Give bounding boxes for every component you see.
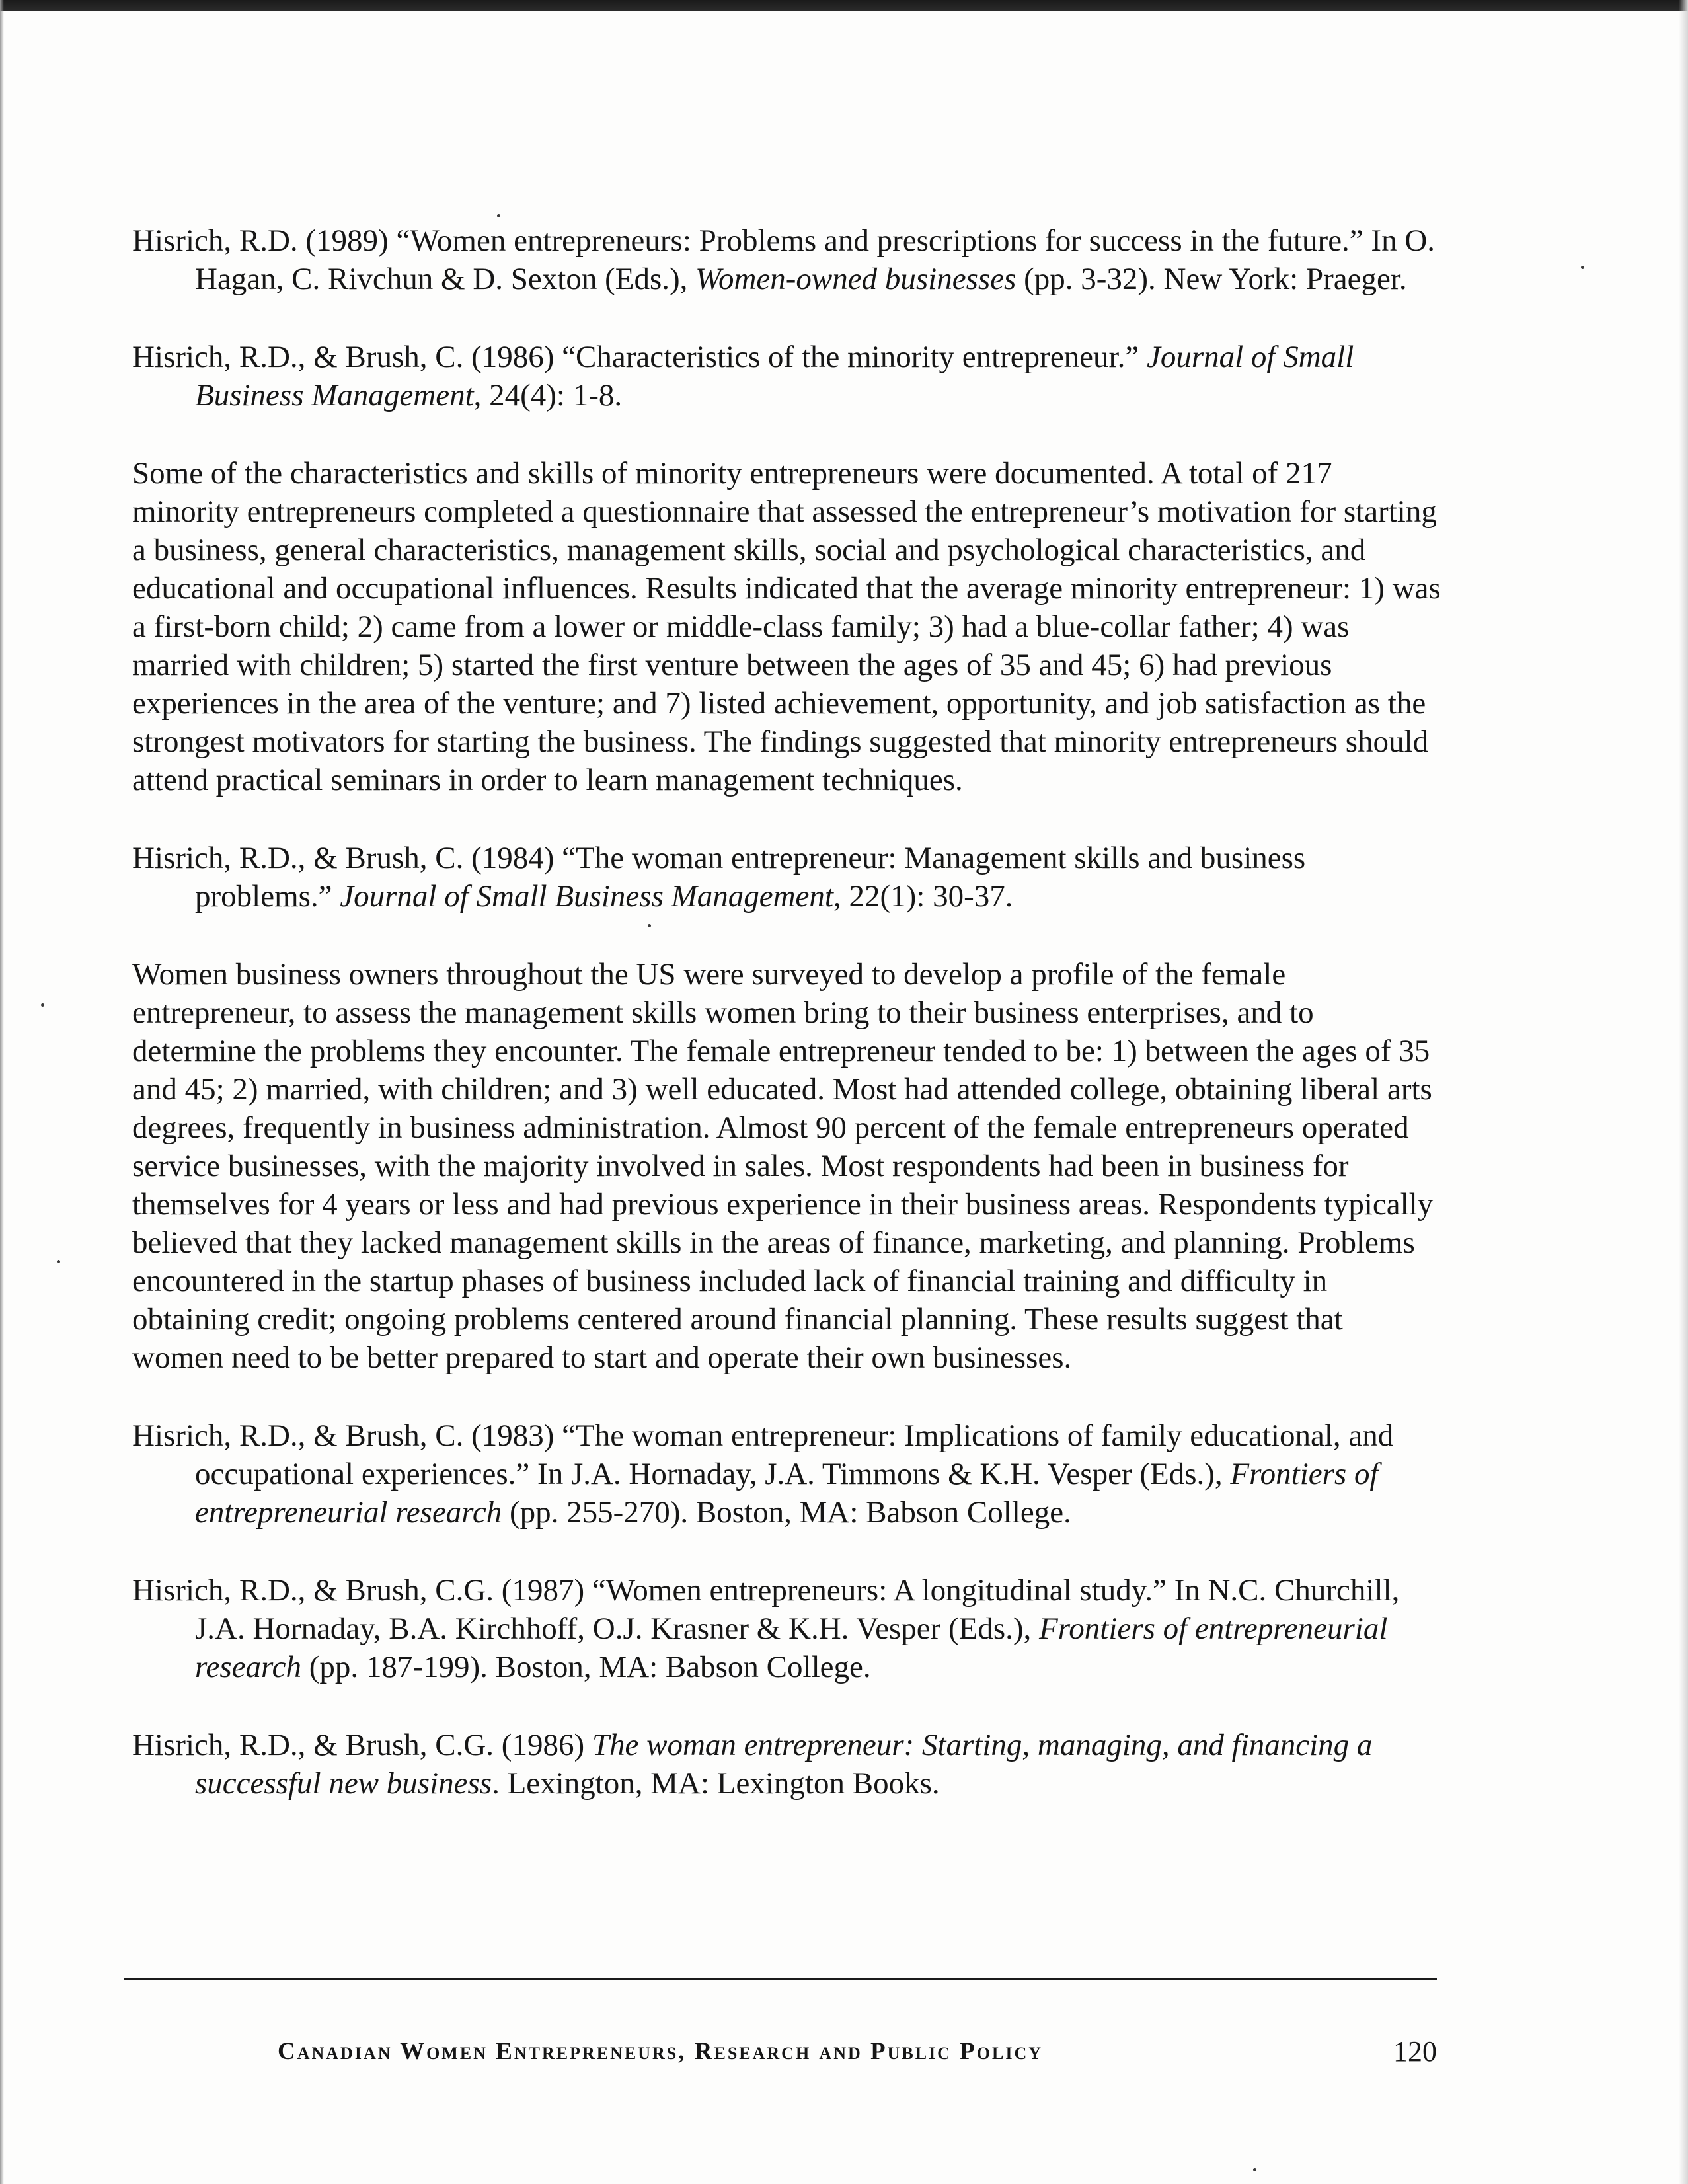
page-number: 120: [1393, 2035, 1437, 2068]
scan-border-left: [0, 0, 4, 2184]
scan-speck: [41, 1003, 44, 1007]
scan-border-top: [0, 0, 1688, 11]
scan-border-right: [1679, 0, 1688, 2184]
reference-entry: Hisrich, R.D., & Brush, C. (1984) “The woman entrepreneur: Management skills and business problems.” Journal of Small Business Management, 22(1): 30-37.: [132, 841, 1306, 914]
scan-speck: [57, 1260, 60, 1263]
footer-title: Canadian Women Entrepreneurs, Research and Public Policy: [278, 2038, 1044, 2065]
bibliography: [132, 221, 1441, 1803]
scan-speck: [1581, 266, 1584, 269]
reference-entry: Hisrich, R.D., & Brush, C.G. (1987) “Women entrepreneurs: A longitudinal study.” In N.C. Churchill, J.A. Hornaday, B.A. Kirchhoff, O.J. Krasner & K.H. Vesper (Eds.), Frontiers of entrepreneurial research (pp. 187-199). Boston, MA: Babson College.: [132, 1573, 1400, 1684]
reference-entry: Hisrich, R.D., & Brush, C.G. (1986) The woman entrepreneur: Starting, managing, and financing a successful new business. Lexington, MA: Lexington Books.: [132, 1728, 1373, 1801]
reference-abstract: Women business owners throughout the US were surveyed to develop a profile of the female entrepreneur, to assess the management skills women bring to their business enterprises, and to determine the problems they encounter. The female entrepreneur tended to be: 1) between the ages of 35 and 45; 2) married, with children; and 3) well educated. Most had attended college, obtaining liberal arts degrees, frequently in business administration. Almost 90 percent of the female entrepreneurs operated service businesses, with the majority involved in sales. Most respondents had been in business for themselves for 4 years or less and had previous experience in their business areas. Respondents typically believed that they lacked management skills in the areas of finance, marketing, and planning. Problems encountered in the startup phases of business included lack of financial training and difficulty in obtaining credit; ongoing problems centered around financial planning. These results suggest that women need to be better prepared to start and operate their own businesses.: [132, 957, 1434, 1375]
reference-entry: Hisrich, R.D. (1989) “Women entrepreneurs: Problems and prescriptions for success in the future.” In O. Hagan, C. Rivchun & D. Sexton (Eds.), Women-owned businesses (pp. 3-32). New York: Praeger.: [132, 223, 1436, 296]
reference-entry: Hisrich, R.D., & Brush, C. (1983) “The woman entrepreneur: Implications of family educational, and occupational experiences.” In J.A. Hornaday, J.A. Timmons & K.H. Vesper (Eds.), Frontiers of entrepreneurial research (pp. 255-270). Boston, MA: Babson College.: [132, 1419, 1394, 1530]
scan-speck: [497, 214, 500, 217]
scan-speck: [1253, 2168, 1256, 2171]
footer-rule: [124, 1978, 1437, 1980]
reference-entry: Hisrich, R.D., & Brush, C. (1986) “Characteristics of the minority entrepreneur.” Journal of Small Business Management, 24(4): 1-8.: [132, 340, 1354, 412]
reference-abstract: Some of the characteristics and skills of minority entrepreneurs were documented. A total of 217 minority entrepreneurs completed a questionnaire that assessed the entrepreneur’s motivation for starting a business, general characteristics, management skills, social and psychological characteristics, and educational and occupational influences. Results indicated that the average minority entrepreneur: 1) was a first-born child; 2) came from a lower or middle-class family; 3) had a blue-collar father; 4) was married with children; 5) started the first venture between the ages of 35 and 45; 6) had previous experiences in the area of the venture; and 7) listed achievement, opportunity, and job satisfaction as the strongest motivators for starting the business. The findings suggested that minority entrepreneurs should attend practical seminars in order to learn management techniques.: [132, 456, 1441, 797]
